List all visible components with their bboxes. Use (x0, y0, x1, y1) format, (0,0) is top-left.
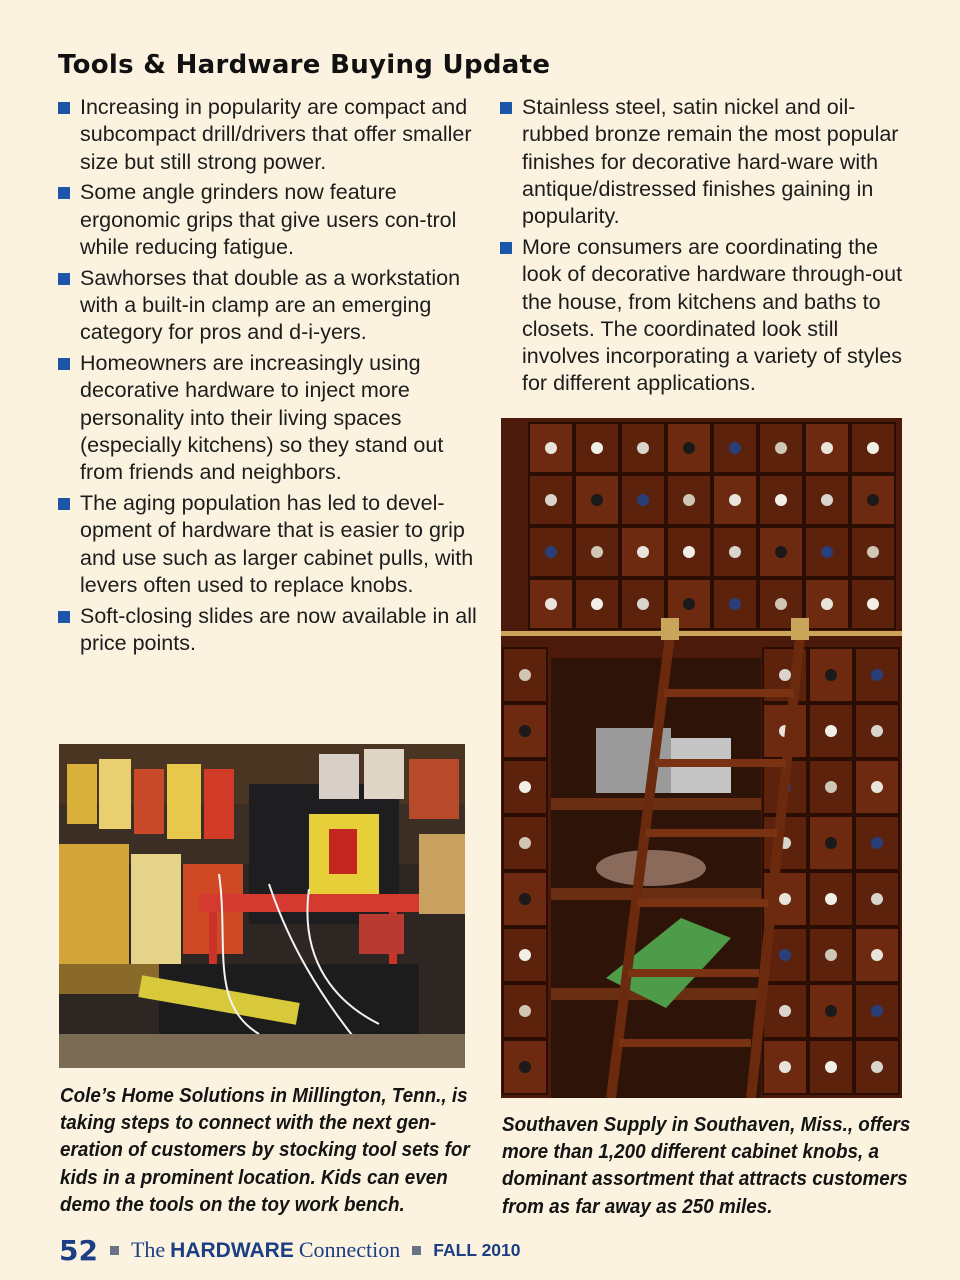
knob-icon (519, 725, 531, 737)
knob-icon (871, 837, 883, 849)
photo-caption-right: Southaven Supply in Southaven, Miss., offers more than 1,200 different cabinet knobs, a dominant assortment that attracts customers from as far away as 250 miles. (502, 1113, 911, 1218)
knob-icon (683, 494, 695, 506)
knob-icon (519, 893, 531, 905)
knob-icon (545, 442, 557, 454)
toy-tool-display-illustration (59, 744, 465, 1068)
knob-icon (637, 442, 649, 454)
knob-icon (871, 725, 883, 737)
issue-date: FALL 2010 (433, 1239, 521, 1260)
knob-icon (637, 494, 649, 506)
knob-icon (825, 725, 837, 737)
page-footer (59, 1232, 521, 1268)
bullet-item: Sawhorses that double as a workstation with a built-in clamp are an emerging category for pros and d-i-yers. (58, 265, 483, 347)
knob-icon (871, 949, 883, 961)
knob-icon (779, 1061, 791, 1073)
knob-icon (779, 1005, 791, 1017)
cabinet-knobs-illustration (501, 418, 902, 1098)
knob-icon (775, 442, 787, 454)
knob-icon (825, 781, 837, 793)
bullet-item: The aging population has led to devel-opment of hardware that is easier to grip and use such as larger cabinet pulls, with levers often used to replace knobs. (58, 490, 483, 599)
knob-icon (775, 546, 787, 558)
knob-icon (821, 598, 833, 610)
knob-icon (519, 1005, 531, 1017)
square-separator-icon (412, 1246, 421, 1255)
knob-icon (871, 781, 883, 793)
knob-icon (867, 546, 879, 558)
left-bullet-list (58, 94, 483, 661)
knob-icon (867, 494, 879, 506)
knob-icon (871, 1061, 883, 1073)
knob-icon (825, 893, 837, 905)
bullet-item: More consumers are coordinating the look of decorative hardware through-out the house, from kitchens and baths to closets. The coordinated look still involves incorporating a variety of styles for different applications. (500, 234, 910, 398)
publication-name (131, 1237, 400, 1263)
bullet-item: Stainless steel, satin nickel and oil-rubbed bronze remain the most popular finishes for decorative hard-ware with antique/distressed finishes gaining in popularity. (500, 94, 910, 230)
knob-icon (591, 442, 603, 454)
publication-the: The (130, 1237, 166, 1262)
knob-icon (729, 546, 741, 558)
knob-icon (519, 669, 531, 681)
knob-icon (779, 949, 791, 961)
knob-icon (519, 837, 531, 849)
knob-icon (729, 598, 741, 610)
bullet-item: Soft-closing slides are now available in all price points. (58, 603, 483, 658)
knob-icon (825, 1005, 837, 1017)
photo-caption-left: Cole’s Home Solutions in Millington, Tenn., is taking steps to connect with the next gen-eration of customers by stocking tool sets for kids in a prominent location. Kids can even demo the tools on the toy work bench. (60, 1084, 470, 1216)
knob-icon (821, 494, 833, 506)
knob-icon (775, 598, 787, 610)
knob-icon (871, 669, 883, 681)
knob-icon (591, 494, 603, 506)
bullet-item: Homeowners are increasingly using decorative hardware to inject more personality into their living spaces (especially kitchens) so they stand out from friends and neighbors. (58, 350, 483, 486)
knob-icon (775, 494, 787, 506)
knob-icon (825, 949, 837, 961)
toy-tool-display-photo (59, 744, 465, 1068)
knob-icon (683, 546, 695, 558)
bullet-item: Some angle grinders now feature ergonomic grips that give users con-trol while reducing fatigue. (58, 179, 483, 261)
knob-icon (591, 546, 603, 558)
knob-icon (779, 669, 791, 681)
knob-icon (867, 442, 879, 454)
knob-icon (591, 598, 603, 610)
knob-icon (825, 669, 837, 681)
publication-connection: Connection (298, 1237, 401, 1262)
knob-icon (519, 949, 531, 961)
knob-icon (683, 598, 695, 610)
knob-icon (821, 546, 833, 558)
knob-icon (637, 598, 649, 610)
knob-icon (867, 598, 879, 610)
knob-icon (637, 546, 649, 558)
knob-icon (779, 893, 791, 905)
knob-icon (729, 442, 741, 454)
publication-hardware: HARDWARE (170, 1239, 294, 1262)
knob-icon (519, 1061, 531, 1073)
knob-icon (871, 893, 883, 905)
knob-icon (545, 546, 557, 558)
knob-icon (519, 781, 531, 793)
knob-icon (545, 598, 557, 610)
cabinet-knobs-photo (501, 418, 902, 1098)
knob-icon (683, 442, 695, 454)
knob-icon (545, 494, 557, 506)
right-bullet-list (500, 94, 910, 401)
bullet-item: Increasing in popularity are compact and subcompact drill/drivers that offer smaller size but still strong power. (58, 94, 483, 176)
page-number: 52 (59, 1233, 98, 1267)
article-title: Tools & Hardware Buying Update (58, 50, 551, 80)
knob-icon (825, 837, 837, 849)
knob-icon (729, 494, 741, 506)
knob-icon (821, 442, 833, 454)
knob-icon (871, 1005, 883, 1017)
square-separator-icon (110, 1246, 119, 1255)
knob-icon (825, 1061, 837, 1073)
